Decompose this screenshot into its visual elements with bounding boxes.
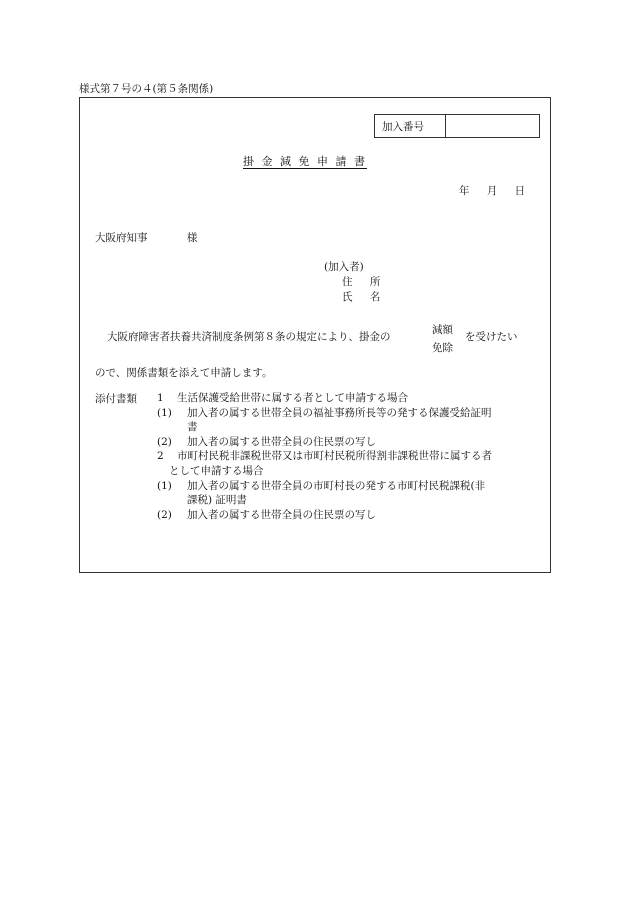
addressee: 大阪府知事 様 bbox=[95, 232, 198, 244]
attachment-item-2-sub-1 bbox=[157, 479, 542, 494]
body-line-1: 大阪府障害者扶養共済制度条例第８条の規定により、掛金の bbox=[107, 331, 391, 343]
body-line-2: ので、関係書類を添えて申請します。 bbox=[95, 367, 273, 379]
attachment-item-1-sub-2-text: 加入者の属する世帯全員の住民票の写し bbox=[187, 435, 376, 448]
name-label: 氏 名 bbox=[342, 291, 381, 303]
address-label: 住 所 bbox=[342, 276, 381, 288]
date-line: 年 月 日 bbox=[459, 185, 526, 197]
document-title: 掛 金 減 免 申 請 書 bbox=[243, 155, 367, 168]
reduction-exemption-choice bbox=[432, 321, 453, 357]
choice-reduction: 減額 bbox=[432, 324, 453, 336]
attachment-item-1-text: 生活保護受給世帯に属する者として申請する場合 bbox=[177, 392, 408, 404]
applicant-block bbox=[324, 260, 380, 305]
attachment-item-2-cont: として申請する場合 bbox=[169, 464, 264, 477]
attachment-item-2-sub-2-number: (2) bbox=[157, 508, 172, 521]
attachment-item-2-text: 市町村民税非課税世帯又は市町村民税所得割非課税世帯に属する者 bbox=[177, 450, 492, 463]
attachment-item-1 bbox=[157, 391, 542, 406]
attachment-item-2 bbox=[157, 449, 542, 464]
attachment-item-1-sub-1-number: (1) bbox=[157, 406, 172, 419]
applicant-heading: (加入者) bbox=[324, 261, 364, 273]
membership-number-box bbox=[374, 114, 540, 138]
membership-number-field[interactable] bbox=[446, 115, 539, 137]
attachments-heading: 添付書類 bbox=[95, 393, 137, 405]
attachment-item-2-sub-1-number: (1) bbox=[157, 479, 172, 492]
attachment-item-2-sub-1-text: 加入者の属する世帯全員の市町村長の発する市町村民税課税(非 bbox=[187, 479, 486, 492]
attachment-item-1-sub-2 bbox=[157, 435, 542, 450]
choice-exemption: 免除 bbox=[432, 342, 453, 354]
attachment-item-2-sub-1-cont: 課税) 証明書 bbox=[187, 494, 247, 507]
attachment-item-1-number: 1 bbox=[157, 392, 164, 404]
membership-number-label: 加入番号 bbox=[375, 115, 446, 137]
attachment-item-2-sub-2-text: 加入者の属する世帯全員の住民票の写し bbox=[187, 508, 376, 521]
attachment-item-2-number: 2 bbox=[157, 450, 164, 463]
form-label: 様式第７号の４(第５条関係) bbox=[79, 83, 214, 95]
attachment-item-1-sub-1-text: 加入者の属する世帯全員の福祉事務所長等の発する保護受給証明 bbox=[187, 406, 492, 419]
attachments-list bbox=[157, 391, 542, 522]
attachment-item-1-sub-2-number: (2) bbox=[157, 435, 172, 448]
body-line-1-tail: を受けたい bbox=[465, 331, 518, 343]
attachment-item-1-sub-1-cont: 書 bbox=[187, 421, 198, 434]
attachment-item-1-sub-1 bbox=[157, 406, 542, 421]
attachment-item-2-sub-2 bbox=[157, 508, 542, 523]
